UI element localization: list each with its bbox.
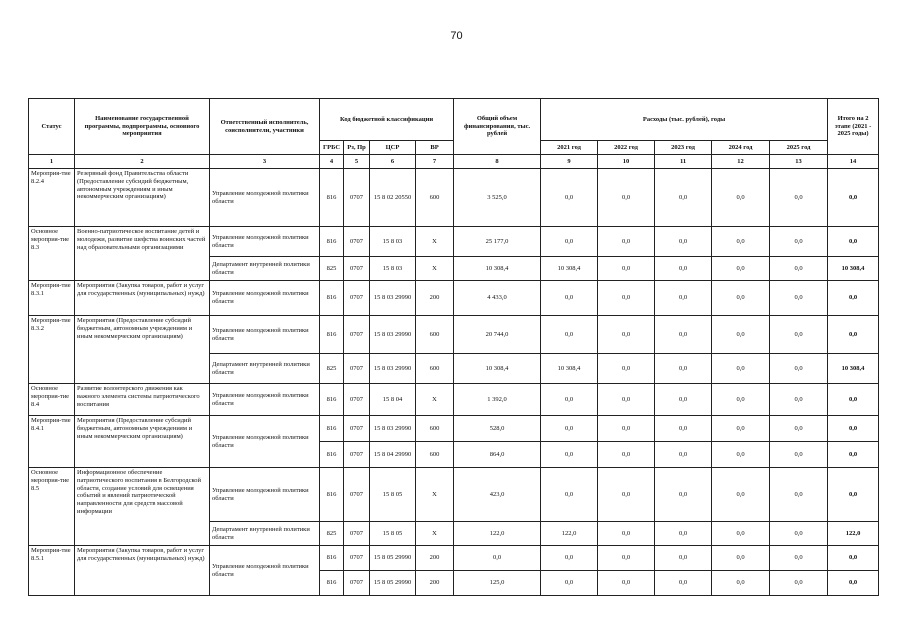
rzpr-cell: 0707	[344, 169, 370, 227]
total-cell: 4 433,0	[454, 281, 541, 316]
y2023-cell: 0,0	[655, 416, 712, 442]
status-cell: Мероприя-тие 8.2.4	[29, 169, 75, 227]
itogo-cell: 0,0	[828, 468, 879, 522]
col-number: 14	[828, 155, 879, 169]
executor-cell: Департамент внутренней политики области	[210, 257, 320, 281]
y2024-cell: 0,0	[712, 227, 770, 257]
header-grbs: ГРБС	[320, 141, 344, 155]
y2023-cell: 0,0	[655, 354, 712, 384]
col-number: 3	[210, 155, 320, 169]
executor-cell: Управление молодежной политики области	[210, 169, 320, 227]
csr-cell: 15 8 05 29990	[370, 546, 416, 571]
status-cell: Основное мероприя-тие 8.4	[29, 384, 75, 416]
y2023-cell: 0,0	[655, 522, 712, 546]
header-row-1	[29, 99, 879, 141]
status-cell: Мероприя-тие 8.3.2	[29, 316, 75, 384]
executor-cell: Управление молодежной политики области	[210, 546, 320, 596]
total-cell: 25 177,0	[454, 227, 541, 257]
rzpr-cell: 0707	[344, 257, 370, 281]
name-cell: Мероприятия (Предоставление субсидий бюджетным, автономным учреждениям и иным некоммерческим организациям)	[75, 316, 210, 384]
executor-cell: Управление молодежной политики области	[210, 468, 320, 522]
budget-table	[28, 98, 879, 596]
rzpr-cell: 0707	[344, 281, 370, 316]
executor-cell: Управление молодежной политики области	[210, 384, 320, 416]
total-cell: 125,0	[454, 571, 541, 596]
y2024-cell: 0,0	[712, 416, 770, 442]
header-status: Статус	[29, 99, 75, 155]
y2021-cell: 0,0	[541, 546, 598, 571]
table-row	[29, 316, 879, 354]
grbs-cell: 816	[320, 281, 344, 316]
rzpr-cell: 0707	[344, 316, 370, 354]
y2022-cell: 0,0	[598, 227, 655, 257]
name-cell: Мероприятия (Закупка товаров, работ и услуг для государственных (муниципальных) нужд)	[75, 546, 210, 596]
itogo-cell: 0,0	[828, 442, 879, 468]
col-number: 5	[344, 155, 370, 169]
y2025-cell: 0,0	[770, 227, 828, 257]
y2023-cell: 0,0	[655, 468, 712, 522]
y2022-cell: 0,0	[598, 416, 655, 442]
y2023-cell: 0,0	[655, 546, 712, 571]
col-number: 12	[712, 155, 770, 169]
name-cell: Развитие волонтерского движения как важного элемента системы патриотического воспитания	[75, 384, 210, 416]
table-row	[29, 281, 879, 316]
vr-cell: 600	[416, 316, 454, 354]
csr-cell: 15 8 03 29990	[370, 316, 416, 354]
y2023-cell: 0,0	[655, 281, 712, 316]
total-cell: 20 744,0	[454, 316, 541, 354]
rzpr-cell: 0707	[344, 468, 370, 522]
csr-cell: 15 8 04 29990	[370, 442, 416, 468]
grbs-cell: 816	[320, 546, 344, 571]
grbs-cell: 825	[320, 354, 344, 384]
header-2025: 2025 год	[770, 141, 828, 155]
y2024-cell: 0,0	[712, 571, 770, 596]
header-csr: ЦСР	[370, 141, 416, 155]
header-2022: 2022 год	[598, 141, 655, 155]
total-cell: 0,0	[454, 546, 541, 571]
csr-cell: 15 8 04	[370, 384, 416, 416]
y2024-cell: 0,0	[712, 169, 770, 227]
itogo-cell: 0,0	[828, 316, 879, 354]
y2023-cell: 0,0	[655, 384, 712, 416]
table-row	[29, 384, 879, 416]
y2021-cell: 10 308,4	[541, 257, 598, 281]
itogo-cell: 10 308,4	[828, 257, 879, 281]
itogo-cell: 0,0	[828, 169, 879, 227]
rzpr-cell: 0707	[344, 546, 370, 571]
status-cell: Основное мероприя-тие 8.3	[29, 227, 75, 281]
y2023-cell: 0,0	[655, 442, 712, 468]
itogo-cell: 0,0	[828, 227, 879, 257]
rzpr-cell: 0707	[344, 571, 370, 596]
y2022-cell: 0,0	[598, 468, 655, 522]
vr-cell: 600	[416, 169, 454, 227]
y2025-cell: 0,0	[770, 354, 828, 384]
header-itogo: Итого на 2 этапе (2021 - 2025 годы)	[828, 99, 879, 155]
grbs-cell: 816	[320, 316, 344, 354]
col-number: 13	[770, 155, 828, 169]
csr-cell: 15 8 05 29990	[370, 571, 416, 596]
csr-cell: 15 8 03 29990	[370, 416, 416, 442]
name-cell: Резервный фонд Правительства области (Предоставление субсидий бюджетным, автономным учреждениям и иным некоммерческим организациям)	[75, 169, 210, 227]
col-number: 11	[655, 155, 712, 169]
rzpr-cell: 0707	[344, 522, 370, 546]
y2021-cell: 0,0	[541, 281, 598, 316]
y2025-cell: 0,0	[770, 257, 828, 281]
header-expenses: Расходы (тыс. рублей), годы	[541, 99, 828, 141]
y2025-cell: 0,0	[770, 416, 828, 442]
grbs-cell: 825	[320, 522, 344, 546]
header-name: Наименование государственной программы, подпрограммы, основного мероприятия	[75, 99, 210, 155]
y2024-cell: 0,0	[712, 442, 770, 468]
header-executor: Ответственный исполнитель, соисполнители, участники	[210, 99, 320, 155]
y2021-cell: 0,0	[541, 416, 598, 442]
y2023-cell: 0,0	[655, 227, 712, 257]
vr-cell: X	[416, 384, 454, 416]
itogo-cell: 0,0	[828, 546, 879, 571]
column-number-row	[29, 155, 879, 169]
y2021-cell: 122,0	[541, 522, 598, 546]
grbs-cell: 825	[320, 257, 344, 281]
vr-cell: 600	[416, 416, 454, 442]
rzpr-cell: 0707	[344, 354, 370, 384]
rzpr-cell: 0707	[344, 227, 370, 257]
header-2024: 2024 год	[712, 141, 770, 155]
name-cell: Мероприятия (Закупка товаров, работ и услуг для государственных (муниципальных) нужд)	[75, 281, 210, 316]
col-number: 8	[454, 155, 541, 169]
col-number: 6	[370, 155, 416, 169]
y2021-cell: 0,0	[541, 571, 598, 596]
y2024-cell: 0,0	[712, 384, 770, 416]
table-row	[29, 546, 879, 571]
total-cell: 864,0	[454, 442, 541, 468]
y2022-cell: 0,0	[598, 257, 655, 281]
y2025-cell: 0,0	[770, 384, 828, 416]
y2024-cell: 0,0	[712, 546, 770, 571]
y2022-cell: 0,0	[598, 169, 655, 227]
name-cell: Мероприятия (Предоставление субсидий бюджетным, автономным учреждениям и иным некоммерческим организациям)	[75, 416, 210, 468]
itogo-cell: 0,0	[828, 281, 879, 316]
col-number: 4	[320, 155, 344, 169]
rzpr-cell: 0707	[344, 442, 370, 468]
y2025-cell: 0,0	[770, 546, 828, 571]
y2025-cell: 0,0	[770, 316, 828, 354]
grbs-cell: 816	[320, 384, 344, 416]
y2021-cell: 0,0	[541, 468, 598, 522]
total-cell: 423,0	[454, 468, 541, 522]
col-number: 7	[416, 155, 454, 169]
header-total: Общий объем финансирования, тыс. рублей	[454, 99, 541, 155]
y2025-cell: 0,0	[770, 522, 828, 546]
itogo-cell: 0,0	[828, 571, 879, 596]
csr-cell: 15 8 03	[370, 257, 416, 281]
itogo-cell: 10 308,4	[828, 354, 879, 384]
total-cell: 1 392,0	[454, 384, 541, 416]
y2021-cell: 10 308,4	[541, 354, 598, 384]
grbs-cell: 816	[320, 571, 344, 596]
itogo-cell: 0,0	[828, 384, 879, 416]
total-cell: 10 308,4	[454, 354, 541, 384]
executor-cell: Управление молодежной политики области	[210, 227, 320, 257]
executor-cell: Департамент внутренней политики области	[210, 522, 320, 546]
status-cell: Основное мероприя-тие 8.5	[29, 468, 75, 546]
y2022-cell: 0,0	[598, 354, 655, 384]
vr-cell: X	[416, 468, 454, 522]
col-number: 1	[29, 155, 75, 169]
y2024-cell: 0,0	[712, 468, 770, 522]
rzpr-cell: 0707	[344, 384, 370, 416]
y2025-cell: 0,0	[770, 442, 828, 468]
y2025-cell: 0,0	[770, 169, 828, 227]
grbs-cell: 816	[320, 416, 344, 442]
total-cell: 10 308,4	[454, 257, 541, 281]
vr-cell: 200	[416, 571, 454, 596]
grbs-cell: 816	[320, 227, 344, 257]
csr-cell: 15 8 02 20550	[370, 169, 416, 227]
name-cell: Информационное обеспечение патриотического воспитания в Белгородской области, создание условий для освещения событий и явлений патриотической направленности для средств массовой информации	[75, 468, 210, 546]
csr-cell: 15 8 03 29990	[370, 354, 416, 384]
y2021-cell: 0,0	[541, 316, 598, 354]
csr-cell: 15 8 05	[370, 468, 416, 522]
executor-cell: Управление молодежной политики области	[210, 316, 320, 354]
executor-cell: Управление молодежной политики области	[210, 416, 320, 468]
name-cell: Военно-патриотическое воспитание детей и молодежи, развитие шефства воинских частей над образовательными организациями	[75, 227, 210, 281]
col-number: 10	[598, 155, 655, 169]
y2024-cell: 0,0	[712, 257, 770, 281]
csr-cell: 15 8 03	[370, 227, 416, 257]
y2021-cell: 0,0	[541, 169, 598, 227]
vr-cell: X	[416, 227, 454, 257]
executor-cell: Управление молодежной политики области	[210, 281, 320, 316]
y2025-cell: 0,0	[770, 571, 828, 596]
table-row	[29, 416, 879, 442]
vr-cell: 200	[416, 281, 454, 316]
page-number: 70	[450, 30, 463, 42]
vr-cell: 600	[416, 442, 454, 468]
y2023-cell: 0,0	[655, 257, 712, 281]
table-row	[29, 227, 879, 257]
y2022-cell: 0,0	[598, 522, 655, 546]
y2021-cell: 0,0	[541, 442, 598, 468]
header-rzpr: Рз, Пр	[344, 141, 370, 155]
y2022-cell: 0,0	[598, 316, 655, 354]
header-budget-code: Код бюджетной классификации	[320, 99, 454, 141]
csr-cell: 15 8 03 29990	[370, 281, 416, 316]
vr-cell: 600	[416, 354, 454, 384]
table-row	[29, 169, 879, 227]
total-cell: 122,0	[454, 522, 541, 546]
vr-cell: 200	[416, 546, 454, 571]
col-number: 2	[75, 155, 210, 169]
header-vr: ВР	[416, 141, 454, 155]
col-number: 9	[541, 155, 598, 169]
executor-cell: Департамент внутренней политики области	[210, 354, 320, 384]
status-cell: Мероприя-тие 8.5.1	[29, 546, 75, 596]
vr-cell: X	[416, 257, 454, 281]
header-2021: 2021 год	[541, 141, 598, 155]
csr-cell: 15 8 05	[370, 522, 416, 546]
status-cell: Мероприя-тие 8.3.1	[29, 281, 75, 316]
y2024-cell: 0,0	[712, 281, 770, 316]
y2023-cell: 0,0	[655, 316, 712, 354]
y2022-cell: 0,0	[598, 384, 655, 416]
grbs-cell: 816	[320, 468, 344, 522]
budget-table-container	[28, 98, 879, 596]
y2024-cell: 0,0	[712, 316, 770, 354]
table-row	[29, 468, 879, 522]
y2025-cell: 0,0	[770, 468, 828, 522]
rzpr-cell: 0707	[344, 416, 370, 442]
grbs-cell: 816	[320, 442, 344, 468]
vr-cell: X	[416, 522, 454, 546]
y2022-cell: 0,0	[598, 546, 655, 571]
y2021-cell: 0,0	[541, 384, 598, 416]
y2024-cell: 0,0	[712, 522, 770, 546]
header-2023: 2023 год	[655, 141, 712, 155]
y2022-cell: 0,0	[598, 281, 655, 316]
itogo-cell: 0,0	[828, 416, 879, 442]
y2022-cell: 0,0	[598, 442, 655, 468]
y2025-cell: 0,0	[770, 281, 828, 316]
grbs-cell: 816	[320, 169, 344, 227]
y2024-cell: 0,0	[712, 354, 770, 384]
y2023-cell: 0,0	[655, 571, 712, 596]
y2022-cell: 0,0	[598, 571, 655, 596]
itogo-cell: 122,0	[828, 522, 879, 546]
y2021-cell: 0,0	[541, 227, 598, 257]
status-cell: Мероприя-тие 8.4.1	[29, 416, 75, 468]
total-cell: 528,0	[454, 416, 541, 442]
y2023-cell: 0,0	[655, 169, 712, 227]
total-cell: 3 525,0	[454, 169, 541, 227]
